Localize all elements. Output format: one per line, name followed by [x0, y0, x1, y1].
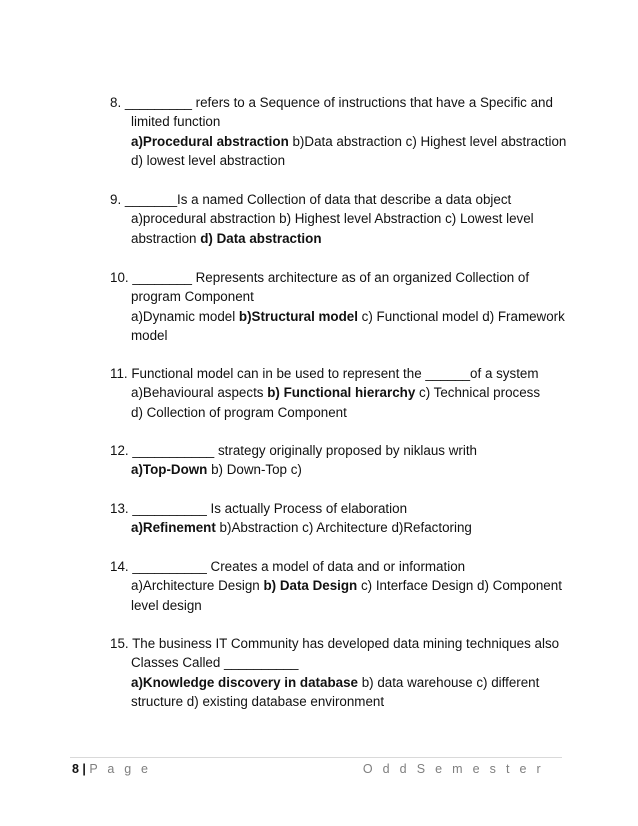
question-text-line	[110, 287, 580, 306]
question-text: Classes Called __________	[131, 655, 299, 671]
footer-separator: |	[78, 762, 90, 776]
question-text: program Component	[131, 289, 254, 305]
question-stem-line	[110, 364, 580, 383]
question-text: 10. ________ Represents architecture as of an organized Collection of	[110, 270, 530, 285]
question-stem-line	[110, 190, 580, 209]
question-text-line	[110, 326, 580, 345]
answer-text: b) Functional hierarchy	[267, 385, 416, 401]
question-text: 15. The business IT Community has developed data mining techniques also	[110, 636, 560, 651]
question-10	[110, 268, 580, 345]
question-12	[110, 441, 580, 480]
question-text-line	[110, 576, 580, 595]
question-text: abstraction	[131, 230, 201, 246]
question-text-line	[110, 151, 580, 170]
question-text: c) Functional model d) Framework	[357, 308, 565, 324]
question-text: a)Dynamic model	[131, 308, 239, 324]
question-15	[110, 634, 580, 711]
question-text: b) Down-Top c)	[207, 462, 302, 478]
question-13	[110, 499, 580, 538]
question-text-line	[110, 518, 580, 537]
question-text-line	[110, 653, 580, 672]
question-text: a)Behavioural aspects	[131, 385, 268, 401]
answer-text: a)Top-Down	[131, 462, 208, 478]
question-text: b)Abstraction c) Architecture d)Refactoring	[215, 520, 472, 536]
question-text-line	[110, 596, 580, 615]
question-text-line	[110, 112, 580, 131]
answer-text: a)Procedural abstraction	[131, 133, 289, 149]
question-stem-line	[110, 499, 580, 518]
question-text: model	[131, 327, 168, 343]
footer-page-label	[72, 761, 151, 777]
question-text: b)Data abstraction c) Highest level abstraction	[288, 133, 567, 149]
question-text: a)Architecture Design	[131, 578, 264, 594]
question-11	[110, 364, 580, 422]
question-14	[110, 557, 580, 615]
page-word: P a g e	[89, 762, 152, 776]
question-text: c) Technical process	[415, 385, 541, 401]
question-text: 8. _________ refers to a Sequence of instructions that have a Specific and	[110, 95, 553, 110]
question-text: 11. Functional model can in be used to represent the ______of a system	[110, 366, 539, 381]
question-text: 13. __________ Is actually Process of elaboration	[110, 501, 408, 516]
question-stem-line	[110, 634, 580, 653]
question-8	[110, 93, 580, 170]
answer-text: b)Structural model	[238, 308, 358, 324]
question-text: level design	[131, 597, 202, 613]
answer-text: a)Refinement	[131, 520, 216, 536]
question-text: 14. __________ Creates a model of data and or information	[110, 559, 466, 574]
question-9	[110, 190, 580, 248]
question-text-line	[110, 673, 580, 692]
question-text: d) lowest level abstraction	[131, 152, 286, 168]
question-text: c) Interface Design d) Component	[357, 578, 562, 594]
question-text-line	[110, 132, 580, 151]
question-text: limited function	[131, 114, 221, 130]
question-stem-line	[110, 557, 580, 576]
answer-text: d) Data abstraction	[200, 230, 322, 246]
question-text-line	[110, 460, 580, 479]
question-text: 9. _______Is a named Collection of data that describe a data object	[110, 192, 512, 207]
question-text: d) Collection of program Component	[131, 404, 347, 420]
question-text-line	[110, 307, 580, 326]
question-text: 12. ___________ strategy originally proposed by niklaus writh	[110, 443, 477, 458]
footer-semester: O d d S e m e s t e r	[362, 762, 544, 776]
question-text: b) data warehouse c) different	[357, 674, 540, 690]
question-text: a)procedural abstraction b) Highest level Abstraction c) Lowest level	[131, 211, 534, 227]
question-text-line	[110, 692, 580, 711]
question-stem-line	[110, 268, 580, 287]
question-text-line	[110, 403, 580, 422]
question-text-line	[110, 229, 580, 248]
question-stem-line	[110, 93, 580, 112]
question-stem-line	[110, 441, 580, 460]
footer-divider	[70, 757, 562, 758]
question-text-line	[110, 209, 580, 228]
answer-text: b) Data Design	[263, 578, 358, 594]
question-text-line	[110, 383, 580, 402]
answer-text: a)Knowledge discovery in database	[131, 674, 358, 690]
page-number: 8	[72, 762, 79, 776]
question-text: structure d) existing database environment	[131, 693, 385, 709]
